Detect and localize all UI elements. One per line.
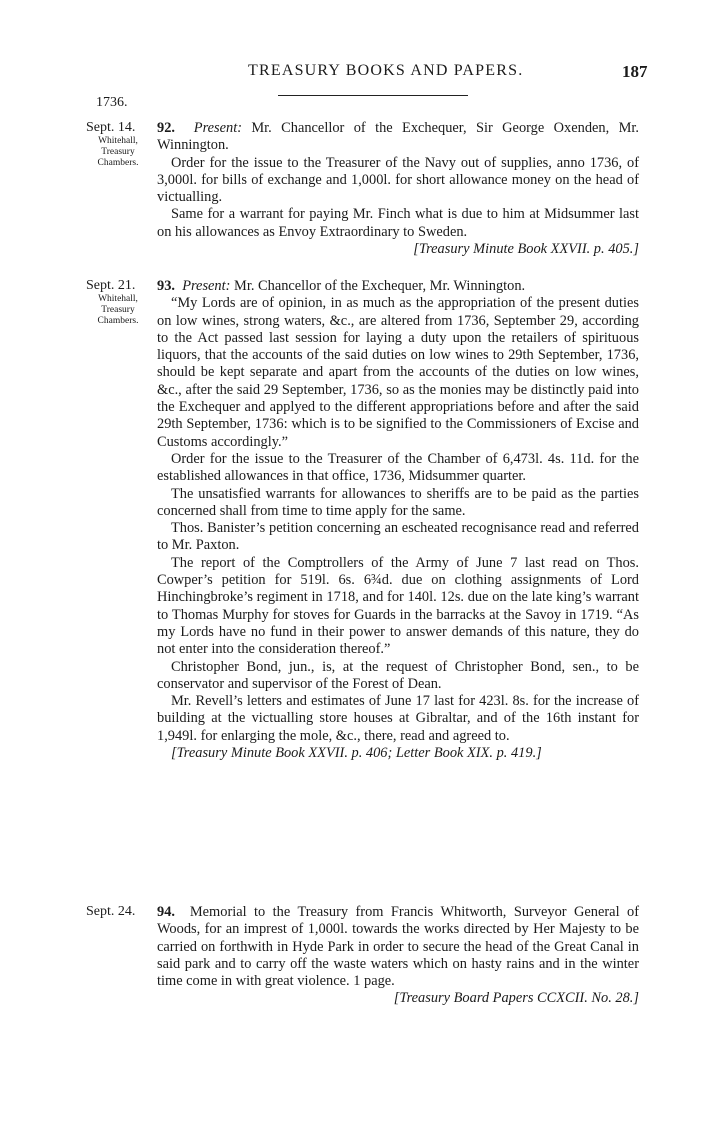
entry-date: Sept. 14. xyxy=(86,120,136,135)
entry-opening xyxy=(157,120,639,155)
year-label: 1736. xyxy=(96,95,128,110)
paragraph: “My Lords are of opinion, in as much as the appropriation of the present duties on low wines, strong waters, &c., are altered from 1736, September 29, according to the Act passed last session for laying a duty upon the retailers of spirituous liquors, that the accounts of the said duties on low wines to 29th September, 1736, should be kept separate and apart from the accounts of the duties on low wines, &c., after the said 29 September, 1736, so as the monies may be distinctly paid into the Exchequer and applyed to the different appropriations before and after the said 29th September, 1736: which is to be signified to the Commissioners of Excise and Customs accordingly.” xyxy=(157,295,639,450)
paragraph: Same for a warrant for paying Mr. Finch what is due to him at Midsummer last on his allowances as Envoy Extraordinary to Sweden. xyxy=(157,206,639,240)
place-line: Treasury xyxy=(101,305,135,315)
place-line: Whitehall, xyxy=(98,294,138,304)
margin-note xyxy=(86,904,158,920)
page-header xyxy=(0,0,722,90)
source-reference: [Treasury Minute Book XXVII. p. 406; Letter Book XIX. p. 419.] xyxy=(171,745,542,762)
place-line: Chambers. xyxy=(97,158,139,168)
page-number: 187 xyxy=(622,62,648,81)
entry-number: 92. xyxy=(157,120,175,136)
entry-body xyxy=(157,120,639,258)
place-line: Chambers. xyxy=(97,316,139,326)
present-label: Present: xyxy=(182,278,231,294)
margin-note xyxy=(86,278,158,327)
entry-date: Sept. 21. xyxy=(86,278,136,293)
paragraph: The unsatisfied warrants for allowances to sheriffs are to be paid as the parties concerned shall from time to time apply for the same. xyxy=(157,485,639,519)
entry-place xyxy=(88,294,148,327)
entry-place xyxy=(88,136,148,169)
paragraph: Order for the issue to the Treasurer of the Navy out of supplies, anno 1736, of 3,000l. for bills of exchange and 1,000l. for short allowance money on the head of victualling. xyxy=(157,154,639,206)
entry-date: Sept. 24. xyxy=(86,904,136,919)
paragraph: Mr. Revell’s letters and estimates of June 17 last for 423l. 8s. for the increase of building at the victualling store houses at Gibraltar, and of the 16th instant for 1,949l. for enlarging the mole, &c., there, read and agreed to. xyxy=(157,693,639,744)
entry-number: 94. xyxy=(157,904,175,920)
paragraph: Christopher Bond, jun., is, at the request of Christopher Bond, sen., to be conservator and supervisor of the Forest of Dean. xyxy=(157,658,639,692)
entry-opening xyxy=(157,278,639,295)
source-reference: [Treasury Board Papers CCXCII. No. 28.] xyxy=(393,990,639,1007)
opening-text: Memorial to the Treasury from Francis Whitworth, Surveyor General of Woods, for an imprest of 1,000l. towards the works directed by Her Majesty to be carried on forthwith in Hyde Park in order to secure the head of the Great Canal in said park and to carry off the waste waters which on hasty rains and in the winter time come in with great violence. 1 page. xyxy=(157,904,639,990)
opening-text: Mr. Chancellor of the Exchequer, Mr. Winnington. xyxy=(234,278,526,294)
entry-number: 93. xyxy=(157,278,175,294)
paragraph: Thos. Banister’s petition concerning an escheated recognisance read and referred to Mr. Paxton. xyxy=(157,520,639,554)
paragraph: The report of the Comptrollers of the Army of June 7 last read on Thos. Cowper’s petition for 519l. 6s. 6¾d. due on clothing assignments of Lord Hinchingbroke’s regiment in 1718, and for 140l. 12s. due on the late king’s warrant to Thomas Murphy for stoves for Guards in the barracks at the Savoy in 1719. “As my Lords have no fund in their power to answer demands of this nature, they do not enter into the consideration thereof.” xyxy=(157,554,639,658)
opening-text: Mr. Chancellor of the Exchequer, Sir George Oxenden, Mr. Winnington. xyxy=(157,120,639,154)
running-title: TREASURY BOOKS AND PAPERS. xyxy=(248,62,524,79)
header-rule xyxy=(278,95,468,96)
entry-body xyxy=(157,278,639,762)
margin-note xyxy=(86,120,158,169)
entry-body xyxy=(157,904,639,1008)
entry-opening xyxy=(157,904,639,990)
paragraph: Order for the issue to the Treasurer of the Chamber of 6,473l. 4s. 11d. for the established allowances in that office, 1736, Midsummer quarter. xyxy=(157,450,639,485)
present-label: Present: xyxy=(193,120,242,136)
place-line: Treasury xyxy=(101,147,135,157)
place-line: Whitehall, xyxy=(98,136,138,146)
source-reference: [Treasury Minute Book XXVII. p. 405.] xyxy=(413,241,639,258)
